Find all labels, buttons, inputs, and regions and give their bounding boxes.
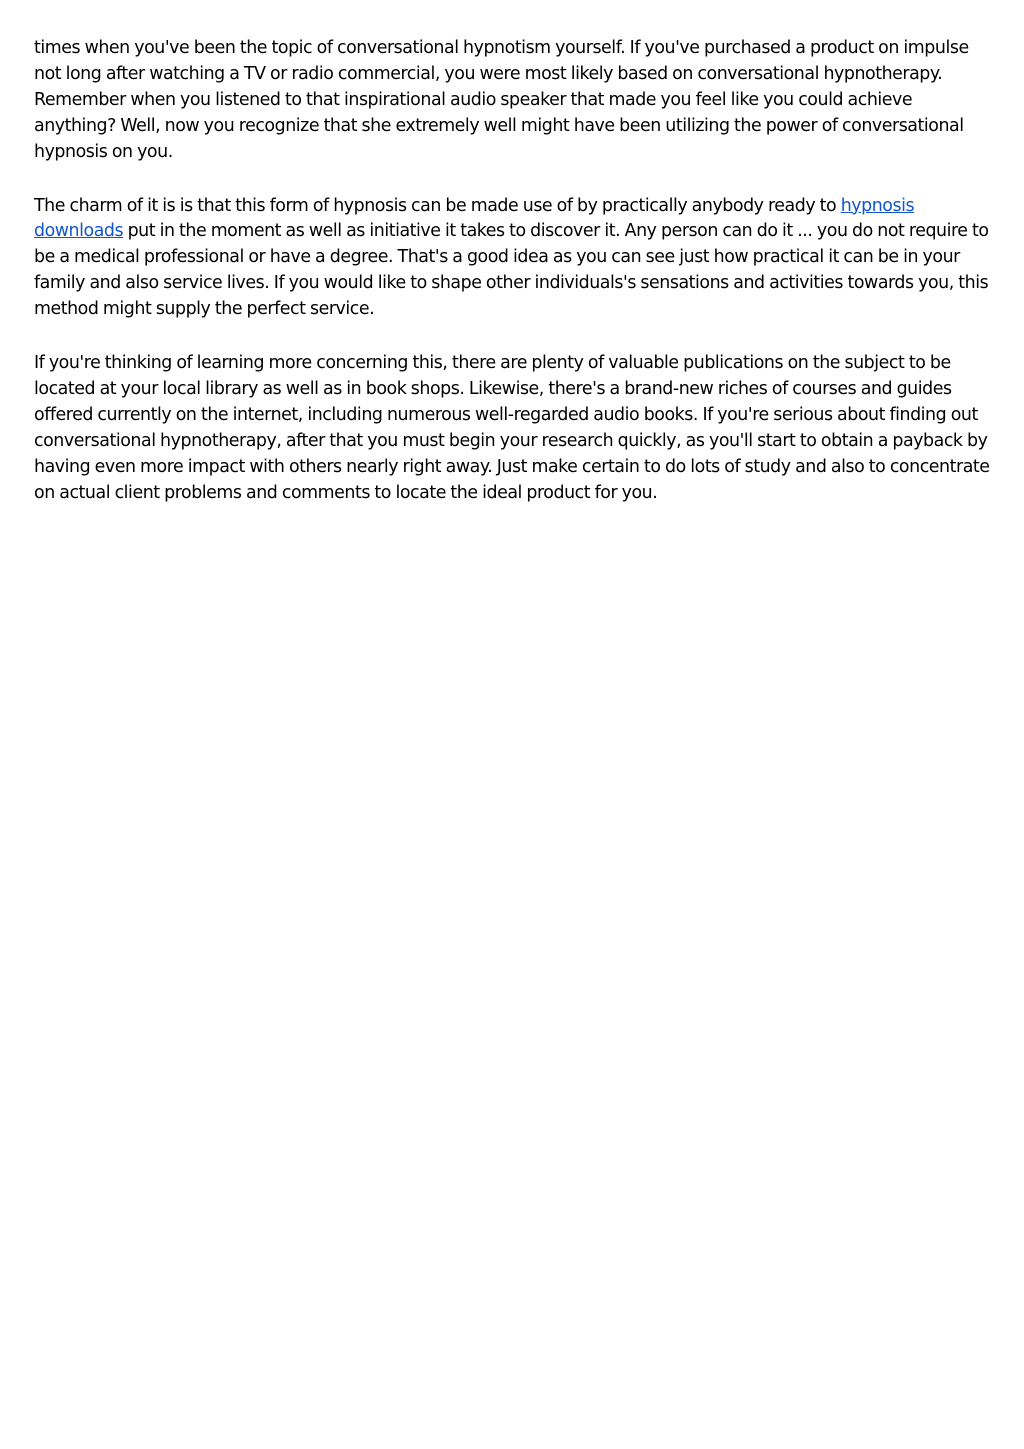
paragraph-1: times when you've been the topic of conversational hypnotism yourself. If you've purchased a product on impulse not long after watching a TV or radio commercial, you were most likely based on conversational hypnotherapy. Remember when you listened to that inspirational audio speaker that made you feel like you could achieve anything? Well, now you recognize that she extremely well might have been utilizing the power of conversational hypnosis on you. <box>34 38 969 162</box>
paragraph-2-text-before-link: The charm of it is is that this form of hypnosis can be made use of by practically anybody ready to <box>34 195 841 216</box>
paragraph-3: If you're thinking of learning more concerning this, there are plenty of valuable publications on the subject to be located at your local library as well as in book shops. Likewise, there's a brand-new riches of courses and guides offered currently on the internet, including numerous well-regarded audio books. If you're serious about finding out conversational hypnotherapy, after that you must begin your research quickly, as you'll start to obtain a payback by having even more impact with others nearly right away. Just make certain to do lots of study and also to concentrate on actual client problems and comments to locate the ideal product for you. <box>34 353 990 503</box>
paragraph-2-text-after-link: put in the moment as well as initiative it takes to discover it. Any person can do it ... you do not require to be a medical professional or have a degree. That's a good idea as you can see just how practical it can be in your family and also service lives. If you would like to shape other individuals's sensations and activities towards you, this method might supply the perfect service. <box>34 221 989 320</box>
document-page <box>34 36 996 535</box>
paragraph-2 <box>34 194 996 324</box>
hypnosis-downloads-link[interactable]: hypnosis downloads <box>34 195 915 242</box>
